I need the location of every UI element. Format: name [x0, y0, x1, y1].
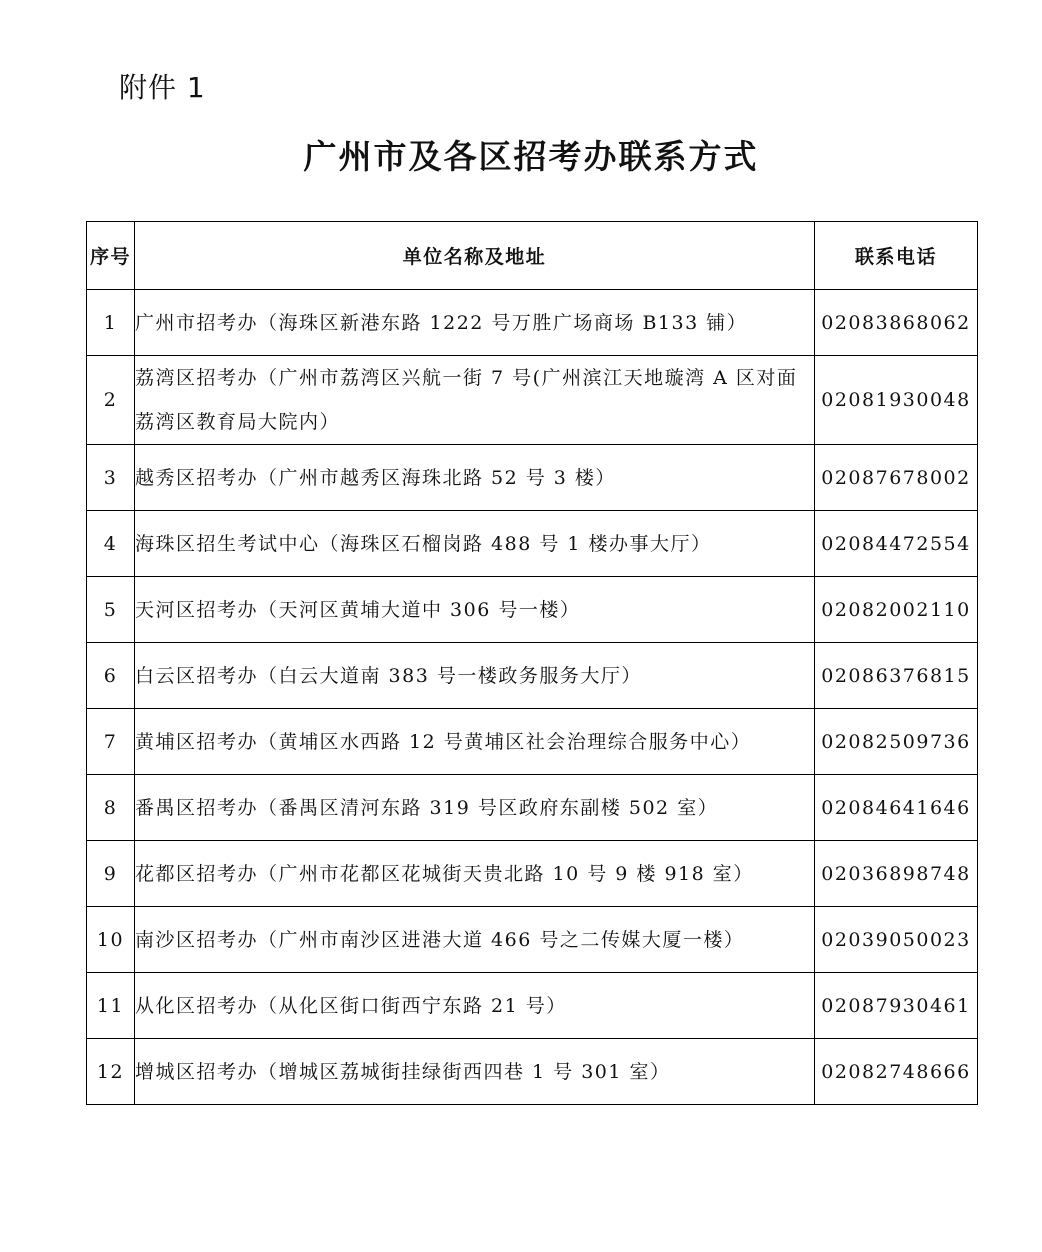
row-name: 越秀区招考办（广州市越秀区海珠北路 52 号 3 楼）	[135, 445, 815, 511]
row-name: 从化区招考办（从化区街口街西宁东路 21 号）	[135, 973, 815, 1039]
table-row	[87, 445, 978, 511]
row-seq: 2	[87, 356, 135, 445]
table-row	[87, 290, 978, 356]
row-phone: 02084472554	[815, 511, 978, 577]
row-name: 白云区招考办（白云大道南 383 号一楼政务服务大厅）	[135, 643, 815, 709]
row-name: 荔湾区招考办（广州市荔湾区兴航一街 7 号(广州滨江天地璇湾 A 区对面荔湾区教育局大院内）	[135, 356, 815, 445]
table-row	[87, 775, 978, 841]
table-row	[87, 511, 978, 577]
table-row	[87, 643, 978, 709]
row-phone: 02087930461	[815, 973, 978, 1039]
header-name: 单位名称及地址	[135, 222, 815, 290]
row-name: 南沙区招考办（广州市南沙区进港大道 466 号之二传媒大厦一楼）	[135, 907, 815, 973]
row-phone: 02082748666	[815, 1039, 978, 1105]
table-row	[87, 973, 978, 1039]
row-phone: 02082002110	[815, 577, 978, 643]
table-row	[87, 841, 978, 907]
row-seq: 12	[87, 1039, 135, 1105]
row-seq: 7	[87, 709, 135, 775]
table-row	[87, 356, 978, 445]
row-name: 番禺区招考办（番禺区清河东路 319 号区政府东副楼 502 室）	[135, 775, 815, 841]
row-seq: 10	[87, 907, 135, 973]
row-seq: 3	[87, 445, 135, 511]
header-seq: 序号	[87, 222, 135, 290]
row-phone: 02086376815	[815, 643, 978, 709]
contacts-table	[86, 221, 978, 1105]
row-phone: 02082509736	[815, 709, 978, 775]
table-row	[87, 577, 978, 643]
row-seq: 9	[87, 841, 135, 907]
row-name: 海珠区招生考试中心（海珠区石榴岗路 488 号 1 楼办事大厅）	[135, 511, 815, 577]
row-phone: 02083868062	[815, 290, 978, 356]
row-name: 广州市招考办（海珠区新港东路 1222 号万胜广场商场 B133 铺）	[135, 290, 815, 356]
document-title: 广州市及各区招考办联系方式	[303, 137, 759, 176]
row-phone: 02084641646	[815, 775, 978, 841]
attachment-label: 附件 1	[119, 71, 206, 104]
table-row	[87, 709, 978, 775]
row-name: 花都区招考办（广州市花都区花城街天贵北路 10 号 9 楼 918 室）	[135, 841, 815, 907]
table-header-row	[87, 222, 978, 290]
row-seq: 5	[87, 577, 135, 643]
row-phone: 02081930048	[815, 356, 978, 445]
row-name: 增城区招考办（增城区荔城街挂绿街西四巷 1 号 301 室）	[135, 1039, 815, 1105]
row-name: 天河区招考办（天河区黄埔大道中 306 号一楼）	[135, 577, 815, 643]
row-name: 黄埔区招考办（黄埔区水西路 12 号黄埔区社会治理综合服务中心）	[135, 709, 815, 775]
row-phone: 02087678002	[815, 445, 978, 511]
row-seq: 4	[87, 511, 135, 577]
row-seq: 6	[87, 643, 135, 709]
row-seq: 1	[87, 290, 135, 356]
row-phone: 02036898748	[815, 841, 978, 907]
row-seq: 8	[87, 775, 135, 841]
header-phone: 联系电话	[815, 222, 978, 290]
row-seq: 11	[87, 973, 135, 1039]
row-phone: 02039050023	[815, 907, 978, 973]
table-row	[87, 1039, 978, 1105]
table-row	[87, 907, 978, 973]
